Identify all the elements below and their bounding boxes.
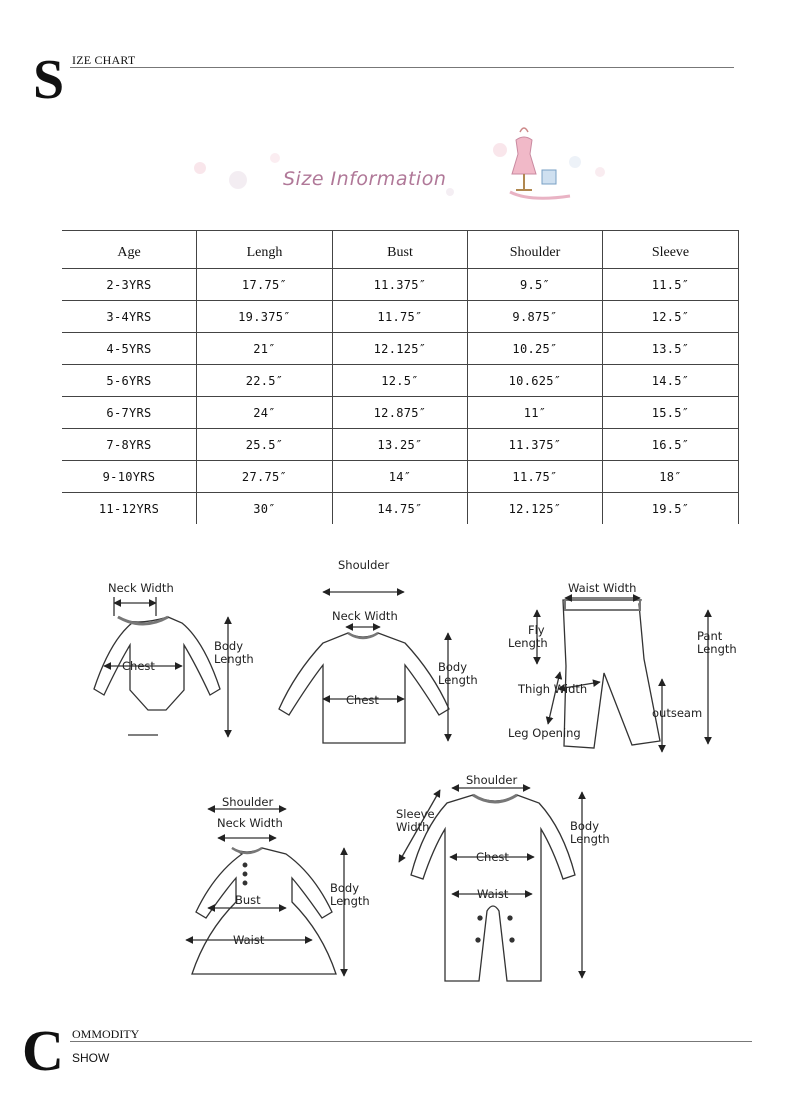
col-header-bust: Bust: [333, 231, 468, 269]
cell-sleeve: 15.5″: [603, 397, 739, 429]
label-length: Length: [570, 832, 610, 846]
label-shoulder: Shoulder: [222, 795, 274, 809]
banner-title: Size Information: [283, 168, 447, 190]
cell-sleeve: 14.5″: [603, 365, 739, 397]
dress-form-icon: [510, 128, 570, 198]
cell-bust: 12.5″: [333, 365, 468, 397]
label-body: Body: [570, 819, 600, 833]
cell-bust: 14″: [333, 461, 468, 493]
header-divider: [70, 67, 734, 68]
cell-length: 21″: [197, 333, 333, 365]
section-initial-s: S: [33, 49, 65, 111]
label-body: Body: [438, 660, 468, 674]
col-header-age: Age: [62, 231, 197, 269]
label-length: Length: [438, 673, 478, 687]
label-neck-width: Neck Width: [332, 609, 398, 623]
top-illustration: [279, 633, 449, 743]
bodysuit-neck-measure: [114, 597, 156, 616]
label-length: Length: [214, 652, 254, 666]
cell-age: 4-5YRS: [62, 333, 197, 365]
label-pant: Pant: [697, 629, 723, 643]
cell-sleeve: 16.5″: [603, 429, 739, 461]
dress-illustration: [192, 848, 336, 974]
measurement-diagrams: [0, 560, 800, 1000]
cell-sleeve: 19.5″: [603, 493, 739, 525]
label-length: Length: [330, 894, 370, 908]
label-waist-width: Waist Width: [568, 581, 637, 595]
cell-shoulder: 11.75″: [468, 461, 603, 493]
table-row: [62, 333, 739, 365]
cell-age: 5-6YRS: [62, 365, 197, 397]
label-waist: Waist: [477, 887, 509, 901]
col-header-sleeve: Sleeve: [603, 231, 739, 269]
cell-age: 11-12YRS: [62, 493, 197, 525]
cell-length: 19.375″: [197, 301, 333, 333]
label-length: Length: [508, 636, 548, 650]
cell-sleeve: 13.5″: [603, 333, 739, 365]
cell-bust: 14.75″: [333, 493, 468, 525]
cell-age: 9-10YRS: [62, 461, 197, 493]
cell-length: 24″: [197, 397, 333, 429]
label-fly: Fly: [528, 623, 545, 637]
pants-leg-opening-measure: [548, 672, 560, 724]
label-width: Width: [396, 820, 430, 834]
cell-bust: 12.875″: [333, 397, 468, 429]
cell-age: 3-4YRS: [62, 301, 197, 333]
size-table: [62, 230, 739, 524]
cell-length: 25.5″: [197, 429, 333, 461]
cell-shoulder: 12.125″: [468, 493, 603, 525]
label-leg-opening: Leg Opening: [508, 726, 581, 740]
label-outseam: outseam: [652, 706, 703, 720]
col-header-length: Lengh: [197, 231, 333, 269]
cell-bust: 12.125″: [333, 333, 468, 365]
footer-divider: [70, 1041, 752, 1042]
cell-bust: 13.25″: [333, 429, 468, 461]
cell-shoulder: 11.375″: [468, 429, 603, 461]
cell-bust: 11.375″: [333, 269, 468, 301]
label-shoulder: Shoulder: [338, 560, 390, 572]
label-shoulder: Shoulder: [466, 773, 518, 787]
section-title-commodity: OMMODITY: [72, 1027, 140, 1041]
label-chest: Chest: [346, 693, 379, 707]
cell-sleeve: 18″: [603, 461, 739, 493]
label-body: Body: [330, 881, 360, 895]
label-thigh-width: Thigh Width: [518, 682, 588, 696]
section-title-size-chart: IZE CHART: [72, 53, 136, 67]
cell-shoulder: 11″: [468, 397, 603, 429]
label-neck-width: Neck Width: [217, 816, 283, 830]
label-sleeve: Sleeve: [396, 807, 435, 821]
cell-age: 6-7YRS: [62, 397, 197, 429]
table-row: [62, 269, 739, 301]
label-chest: Chest: [476, 850, 509, 864]
label-waist: Waist: [233, 933, 265, 947]
col-header-shoulder: Shoulder: [468, 231, 603, 269]
cell-shoulder: 9.875″: [468, 301, 603, 333]
cell-bust: 11.75″: [333, 301, 468, 333]
table-row: [62, 301, 739, 333]
cell-length: 17.75″: [197, 269, 333, 301]
table-row: [62, 461, 739, 493]
cell-shoulder: 10.25″: [468, 333, 603, 365]
bodysuit-illustration: [94, 617, 220, 735]
cell-length: 27.75″: [197, 461, 333, 493]
table-row: [62, 397, 739, 429]
cell-age: 7-8YRS: [62, 429, 197, 461]
label-chest: Chest: [122, 659, 155, 673]
table-header-row: [62, 231, 739, 269]
cell-sleeve: 11.5″: [603, 269, 739, 301]
table-row: [62, 429, 739, 461]
label-neck-width: Neck Width: [108, 581, 174, 595]
cell-age: 2-3YRS: [62, 269, 197, 301]
cell-sleeve: 12.5″: [603, 301, 739, 333]
section-initial-c: C: [22, 1018, 64, 1083]
table-row: [62, 365, 739, 397]
label-body: Body: [214, 639, 244, 653]
label-length: Length: [697, 642, 737, 656]
cell-shoulder: 10.625″: [468, 365, 603, 397]
cell-length: 30″: [197, 493, 333, 525]
cell-length: 22.5″: [197, 365, 333, 397]
cell-shoulder: 9.5″: [468, 269, 603, 301]
table-row: [62, 493, 739, 525]
section-title-show: SHOW: [72, 1051, 110, 1065]
label-bust: Bust: [235, 893, 261, 907]
